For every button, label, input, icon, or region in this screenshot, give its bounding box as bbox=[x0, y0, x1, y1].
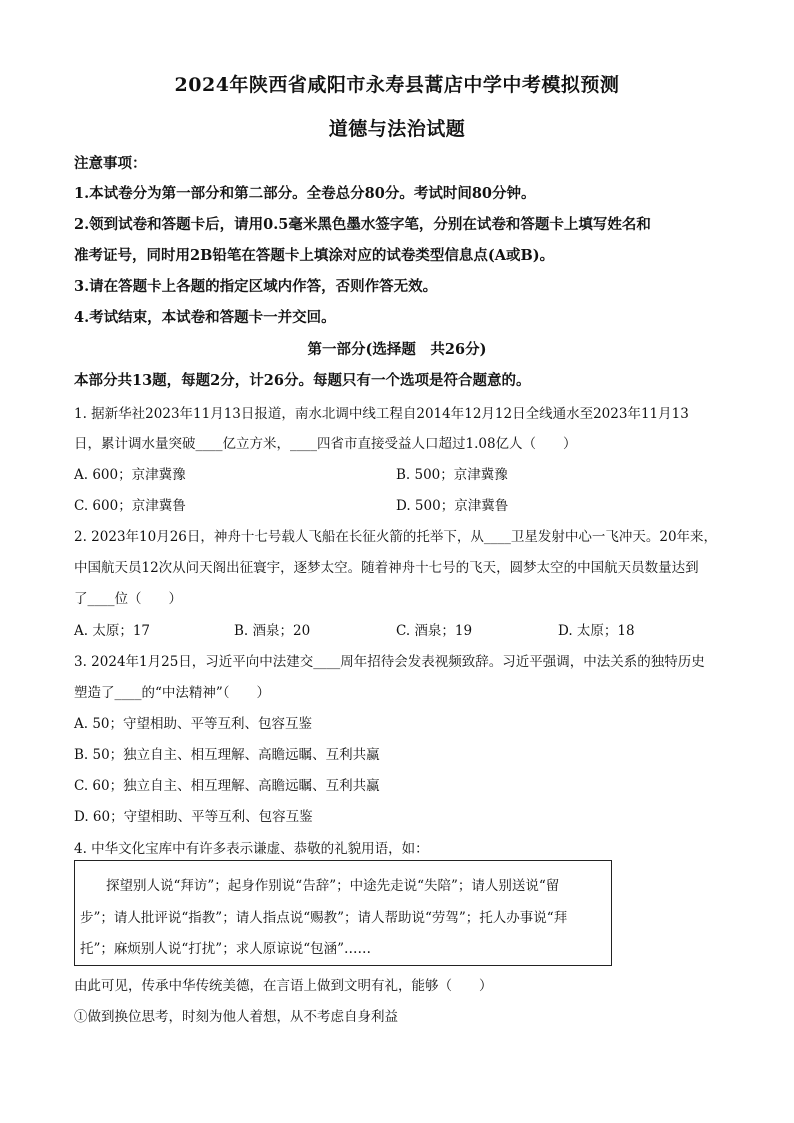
question-1-option-d: D. 500；京津冀鲁 bbox=[396, 498, 509, 514]
section-instruction: 本部分共13题，每题2分，计26分。每题只有一个选项是符合题意的。 bbox=[74, 372, 531, 389]
question-2-line: 2. 2023年10月26日，神舟十七号载人飞船在长征火箭的托举下，从____卫星发射中心一飞冲天。20年来， bbox=[74, 529, 718, 545]
question-1-option-b: B. 500；京津冀豫 bbox=[396, 467, 508, 483]
notice-item: 1.本试卷分为第一部分和第二部分。全卷总分80分。考试时间80分钟。 bbox=[74, 185, 536, 202]
notice-item: 2.领到试卷和答题卡后，请用0.5毫米黑色墨水签字笔，分别在试卷和答题卡上填写姓名和 bbox=[74, 216, 651, 233]
notice-item: 准考证号，同时用2B铅笔在答题卡上填涂对应的试卷类型信息点(A或B)。 bbox=[74, 247, 555, 264]
exam-subtitle: 道德与法治试题 bbox=[328, 118, 466, 140]
question-1-option-a: A. 600；京津冀豫 bbox=[74, 467, 186, 483]
question-3-option-c: C. 60；独立自主、相互理解、高瞻远瞩、互利共赢 bbox=[74, 778, 380, 794]
question-2-line: 了____位（ ） bbox=[74, 591, 182, 607]
question-2-line: 中国航天员12次从问天阁出征寰宇，逐梦太空。随着神舟十七号的飞天，圆梦太空的中国航天员数量达到 bbox=[74, 560, 699, 576]
question-2-option-a: A. 太原；17 bbox=[74, 623, 151, 639]
quote-box-line: 探望别人说“拜访”；起身作别说“告辞”；中途先走说“失陪”；请人别送说“留 bbox=[106, 878, 560, 894]
question-3-option-b: B. 50；独立自主、相互理解、高瞻远瞩、互利共赢 bbox=[74, 747, 380, 763]
question-3-line: 塑造了____的“中法精神”（ ） bbox=[74, 685, 271, 701]
question-3-line: 3. 2024年1月25日，习近平向中法建交____周年招待会发表视频致辞。习近平强调，中法关系的独特历史 bbox=[74, 654, 705, 670]
notice-item: 3.请在答题卡上各题的指定区域内作答，否则作答无效。 bbox=[74, 278, 438, 295]
section-title: 第一部分(选择题 共26分) bbox=[307, 341, 487, 358]
exam-title: 2024年陕西省咸阳市永寿县蒿店中学中考模拟预测 bbox=[174, 74, 620, 96]
question-4-prompt: 由此可见，传承中华传统美德，在言语上做到文明有礼，能够（ ） bbox=[74, 978, 493, 994]
quote-box-line: 步”；请人批评说“指教”；请人指点说“赐教”；请人帮助说“劳驾”；托人办事说“拜 bbox=[80, 910, 568, 926]
quote-box-line: 托”；麻烦别人说“打扰”；求人原谅说“包涵”…… bbox=[80, 941, 372, 957]
question-2-option-d: D. 太原；18 bbox=[558, 623, 635, 639]
question-4-stem: 4. 中华文化宝库中有许多表示谦虚、恭敬的礼貌用语，如： bbox=[74, 841, 429, 857]
notice-item: 4.考试结束，本试卷和答题卡一并交回。 bbox=[74, 309, 336, 326]
question-4-option-1: ①做到换位思考，时刻为他人着想，从不考虑自身利益 bbox=[74, 1009, 398, 1025]
question-1-line: 日，累计调水量突破____亿立方米，____四省市直接受益人口超过1.08亿人（ ） bbox=[74, 436, 577, 452]
question-2-option-c: C. 酒泉；19 bbox=[396, 623, 473, 639]
question-1-option-c: C. 600；京津冀鲁 bbox=[74, 498, 186, 514]
notice-heading: 注意事项： bbox=[74, 155, 147, 172]
question-3-option-d: D. 60；守望相助、平等互利、包容互鉴 bbox=[74, 809, 313, 825]
question-1-line: 1. 据新华社2023年11月13日报道，南水北调中线工程自2014年12月12日全线通水至2023年11月13 bbox=[74, 406, 689, 422]
question-3-option-a: A. 50；守望相助、平等互利、包容互鉴 bbox=[74, 716, 313, 732]
question-2-option-b: B. 酒泉；20 bbox=[234, 623, 311, 639]
